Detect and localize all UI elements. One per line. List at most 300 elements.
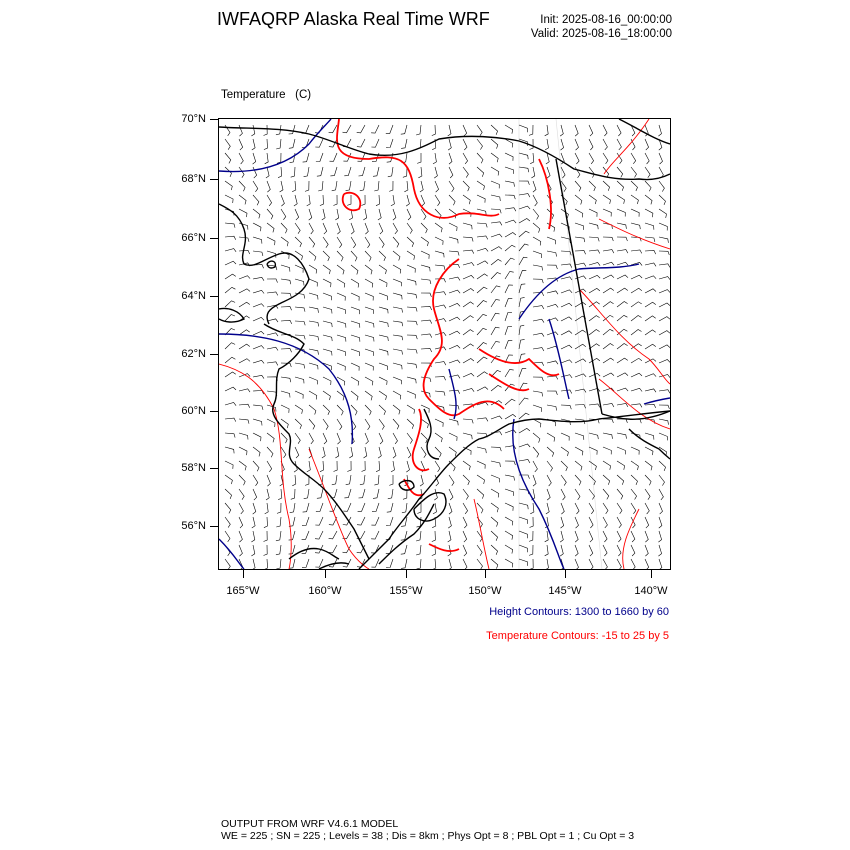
wind-barb (589, 139, 593, 150)
wind-barb (491, 167, 499, 176)
wind-barb (253, 346, 264, 349)
wind-barb (401, 545, 407, 554)
wind-barb (323, 391, 330, 400)
wind-barb (225, 315, 235, 322)
wind-barb (239, 167, 244, 178)
wind-barb (364, 447, 367, 458)
wind-barb (477, 287, 487, 293)
wind-barb (379, 321, 388, 327)
wind-barb (393, 433, 398, 444)
wind-barb (295, 363, 305, 368)
wind-barb (379, 363, 388, 370)
wind-barb (416, 125, 421, 135)
wind-barb (645, 374, 656, 377)
wind-barb (533, 279, 543, 283)
wind-barb (575, 545, 578, 556)
wind-barb (505, 271, 514, 279)
wind-barb (393, 265, 401, 273)
wind-barb (519, 460, 530, 464)
wind-barb (239, 489, 244, 500)
wind-barb (530, 503, 534, 514)
wind-barb (449, 223, 457, 231)
wind-barb (393, 321, 403, 326)
wind-barb (365, 363, 373, 371)
wind-barb (253, 251, 263, 256)
wind-barb (304, 167, 309, 177)
wind-barb (276, 531, 281, 541)
wind-barb (421, 419, 428, 428)
wind-barb (659, 264, 670, 268)
height-contours (219, 119, 670, 569)
wind-barb (547, 265, 557, 269)
wind-barb (575, 223, 584, 230)
wind-barb (491, 195, 500, 201)
wind-barb (645, 289, 656, 293)
wind-barb (645, 263, 656, 266)
wind-barb (351, 349, 360, 356)
wind-barb (505, 245, 515, 251)
wind-barb (347, 195, 351, 205)
wind-barb (533, 419, 541, 427)
wind-barb (360, 475, 365, 485)
wind-barb (320, 195, 324, 206)
wind-barb (491, 517, 498, 527)
wind-barb (519, 297, 525, 307)
wind-barb (477, 387, 488, 391)
wind-barb (239, 139, 243, 150)
wind-barb (309, 363, 318, 369)
wind-barb (617, 433, 627, 439)
wind-barb (659, 345, 670, 349)
wind-barb (365, 307, 374, 314)
wind-barb (281, 447, 286, 458)
wind-barb (575, 531, 578, 542)
wind-barb (603, 503, 608, 514)
wind-barb (322, 447, 325, 458)
wind-barb (433, 153, 436, 164)
wind-barb (449, 317, 460, 321)
wind-barb (374, 475, 379, 485)
wind-barb (617, 209, 625, 217)
wind-barb (420, 475, 423, 486)
wind-barb (477, 261, 488, 265)
wind-barb (365, 237, 370, 248)
lat-tick (210, 526, 218, 527)
wind-barb (519, 428, 530, 433)
wind-barb (449, 405, 459, 410)
wind-barb (379, 377, 387, 385)
wind-barb (631, 475, 638, 485)
wind-barb (645, 223, 654, 230)
wind-barb (659, 517, 662, 528)
wind-barb (463, 223, 472, 229)
wind-barb (617, 262, 628, 265)
wind-barb (337, 321, 346, 328)
wind-barb (388, 167, 393, 177)
page-title: IWFAQRP Alaska Real Time WRF (217, 9, 490, 29)
wind-barb (358, 153, 366, 161)
wind-barb (267, 347, 278, 350)
wind-barb (645, 181, 651, 191)
wind-barb (371, 125, 379, 133)
wind-barb (407, 377, 416, 383)
wind-barb (253, 304, 264, 307)
wind-barb (617, 545, 621, 556)
wind-barb (351, 307, 360, 314)
wind-barb (379, 251, 386, 261)
wind-barb (346, 181, 351, 191)
wind-barb (533, 348, 544, 351)
wind-barb (386, 517, 393, 526)
lat-label-60: 60°N (181, 405, 206, 417)
wind-barb (645, 559, 649, 569)
wind-barb (463, 559, 467, 569)
wind-barb (323, 321, 332, 327)
wind-barb (323, 405, 330, 415)
wind-barb (519, 181, 529, 185)
coastline (289, 548, 339, 559)
wind-barb (617, 223, 626, 229)
wind-barb (225, 195, 233, 203)
wind-barb (292, 181, 296, 192)
wind-barb (505, 220, 516, 223)
wind-barb (435, 195, 440, 206)
wind-barb (225, 403, 236, 406)
wind-barb (309, 279, 317, 287)
wind-barb (281, 320, 292, 324)
wind-barb (617, 358, 628, 363)
wind-barb (519, 244, 529, 251)
wind-barb (505, 153, 513, 161)
wind-barb (343, 545, 352, 553)
wind-barb (589, 404, 600, 408)
lon-tick (565, 570, 566, 578)
wind-barb (449, 277, 460, 280)
wind-barb (589, 358, 600, 363)
wind-barb (357, 517, 365, 525)
wind-barb (449, 419, 458, 425)
wind-barb (561, 517, 564, 528)
lon-label-165: 165°W (226, 585, 260, 597)
wind-barb (291, 489, 295, 499)
wind-barb (416, 531, 421, 541)
wind-barb (575, 263, 586, 266)
wind-barb (589, 167, 594, 178)
wind-barb (379, 419, 384, 430)
wind-barb (477, 475, 485, 484)
temperature-contour-legend: Temperature Contours: -15 to 25 by 5 (486, 630, 669, 642)
wind-barb (351, 391, 358, 400)
wind-barb (253, 489, 257, 500)
wind-barb (631, 489, 637, 500)
wind-barb (225, 387, 236, 391)
wind-barb (393, 419, 399, 429)
model-info-line2: WE = 225 ; SN = 225 ; Levels = 38 ; Dis = 8km ; Phys Opt = 8 ; PBL Opt = 1 ; Cu Opt = 3 (221, 830, 635, 842)
wind-barb (505, 399, 515, 405)
wind-barb (402, 503, 407, 513)
wind-barb (575, 139, 579, 150)
wind-barb (589, 153, 594, 164)
wind-barb (631, 250, 642, 254)
wind-barb (309, 321, 319, 326)
wind-barb (371, 531, 379, 539)
wind-barb (253, 237, 262, 244)
wind-barb (505, 125, 513, 134)
wind-barb (417, 153, 421, 163)
wind-barb (435, 362, 446, 366)
wind-barb (449, 331, 460, 335)
wind-barb (645, 447, 653, 455)
wind-barb (393, 349, 403, 355)
wind-barb (505, 312, 512, 321)
wind-barb (393, 237, 399, 247)
wind-barb (491, 313, 500, 321)
wind-barb (603, 153, 608, 164)
wind-barb (337, 237, 342, 248)
wind-barb (547, 391, 557, 395)
wind-barb (645, 545, 648, 556)
wind-barb (378, 447, 381, 458)
wind-barb (659, 223, 667, 231)
wind-barb (505, 195, 515, 199)
wind-barb (309, 391, 317, 400)
wind-barb (617, 475, 624, 485)
wind-barb (491, 286, 500, 293)
wind-barb (505, 299, 512, 307)
wind-barb (659, 503, 663, 514)
wind-barb (529, 531, 533, 541)
wind-barb (407, 447, 411, 458)
wind-barb (239, 433, 248, 440)
wind-barb (519, 206, 530, 209)
wind-barb (303, 153, 309, 162)
lat-tick (210, 238, 218, 239)
wind-barb (225, 517, 230, 528)
wind-barb (407, 265, 415, 273)
wind-barb (225, 372, 236, 377)
wind-barb (603, 139, 607, 150)
wind-barb (421, 447, 426, 458)
wind-barb (337, 363, 345, 371)
wind-barb (239, 359, 250, 363)
wind-barb (505, 559, 513, 567)
wind-barb (421, 223, 427, 233)
wind-barb (575, 167, 580, 178)
wind-barb (435, 461, 440, 472)
wind-barb (603, 195, 611, 204)
wind-barb (631, 404, 642, 408)
wind-barb (253, 405, 263, 410)
wind-barb (477, 125, 482, 136)
wind-barb (239, 302, 250, 307)
wind-barb (449, 433, 457, 441)
wind-barb (393, 391, 401, 399)
wind-barb (533, 447, 539, 457)
wind-barb (449, 290, 460, 293)
lat-tick (210, 179, 218, 180)
wind-barb (658, 531, 661, 542)
wind-barb (277, 153, 281, 163)
wind-barb (318, 181, 323, 191)
wind-barb (645, 475, 651, 485)
wind-barb (351, 265, 358, 275)
wind-barb (393, 447, 396, 458)
wind-barb (295, 433, 300, 444)
wind-barb (276, 545, 281, 555)
wind-barb (225, 249, 236, 252)
wind-barb (317, 167, 323, 176)
wind-barb (393, 251, 400, 261)
wind-barb (631, 209, 639, 217)
coastline (414, 493, 446, 521)
wind-barb (401, 125, 407, 134)
wind-barb (239, 195, 246, 204)
wind-barb (323, 237, 328, 248)
wind-barb (379, 405, 386, 415)
wind-barb (302, 517, 309, 526)
wind-barb (267, 237, 275, 245)
wind-barb (533, 377, 543, 381)
wind-barb (264, 139, 268, 150)
wind-barb (280, 181, 283, 192)
wind-barb (463, 489, 468, 500)
wind-barb (309, 237, 315, 247)
wind-barb (225, 181, 232, 190)
wind-barb (589, 288, 600, 293)
wind-barb (253, 419, 262, 426)
wind-barb (645, 316, 656, 321)
wind-barb (435, 433, 442, 442)
wind-barb (617, 275, 628, 279)
wind-barb (575, 209, 583, 217)
wind-barb (337, 419, 342, 430)
wind-barb (264, 517, 268, 528)
wind-barb (589, 275, 600, 279)
wind-barb (659, 331, 670, 335)
wind-barb (658, 545, 661, 556)
wind-barb (617, 531, 621, 542)
wind-barb (387, 503, 393, 512)
wind-barb (295, 447, 299, 458)
wind-barb (531, 167, 534, 178)
wind-barb (265, 153, 269, 164)
wind-barb (337, 433, 340, 444)
wind-barb (365, 293, 373, 301)
wind-barb (533, 223, 540, 233)
wind-barb (281, 237, 288, 246)
wind-barb (239, 344, 250, 349)
wind-barb (239, 461, 246, 470)
wind-barb (603, 125, 607, 136)
wind-barb (253, 195, 259, 205)
wind-barb (463, 461, 470, 470)
wind-barb (519, 231, 529, 237)
wind-barb (351, 251, 357, 261)
wind-barb (505, 233, 516, 238)
wind-barb (463, 153, 468, 164)
wind-barb (477, 328, 487, 335)
wind-barb (407, 251, 415, 260)
wind-barb (365, 405, 371, 415)
wind-barb (393, 405, 400, 414)
wind-barb (323, 433, 327, 444)
wind-barb (253, 375, 264, 378)
wind-barb (379, 293, 388, 300)
wind-barb (603, 250, 614, 254)
wind-barb (659, 153, 663, 164)
wind-barb (589, 489, 595, 500)
temperature-contour (309, 449, 369, 569)
wind-barb (505, 341, 512, 349)
wind-barb (330, 153, 338, 161)
wind-barb (631, 373, 642, 377)
wind-barb (561, 317, 572, 321)
wind-barb (463, 139, 467, 150)
wind-barb (225, 475, 232, 484)
wind-barb (546, 503, 549, 514)
wind-barb (575, 344, 586, 349)
wind-barb (281, 377, 291, 382)
time-info (531, 13, 672, 41)
wind-barb (589, 475, 595, 485)
wind-barb (617, 237, 627, 241)
wind-barb (491, 181, 499, 188)
wind-barb (561, 237, 570, 243)
wind-barb (337, 349, 346, 356)
lon-label-160: 160°W (308, 585, 342, 597)
wind-barb (329, 531, 337, 539)
wind-barb (547, 433, 555, 442)
wind-barb (378, 209, 381, 220)
lon-label-140: 140°W (634, 585, 668, 597)
wind-barb (477, 357, 487, 363)
wind-barb (225, 531, 230, 542)
wind-barb (589, 517, 593, 528)
wind-barb (645, 503, 649, 514)
wind-barb (533, 433, 540, 443)
wind-barb (421, 377, 431, 382)
wind-barb (603, 302, 614, 307)
wind-barb (463, 275, 474, 279)
wind-barb (315, 559, 323, 567)
wind-barb (267, 391, 277, 396)
wind-barb (659, 360, 670, 364)
wind-barb (545, 125, 549, 136)
wind-barb (449, 153, 452, 164)
wind-barb (631, 461, 638, 470)
wind-barb (371, 139, 379, 147)
wind-barb (491, 461, 500, 467)
wind-barb (332, 181, 337, 191)
wind-barb (295, 237, 302, 247)
wind-barb (463, 419, 473, 423)
wind-barb (645, 153, 649, 164)
wind-barb (589, 531, 593, 542)
wind-barb (561, 264, 572, 268)
wind-barb (477, 503, 483, 513)
wind-barb (418, 167, 422, 178)
wind-barb (477, 301, 487, 308)
wind-barb (365, 349, 374, 356)
wind-barb (239, 209, 247, 217)
wind-barb (239, 531, 242, 542)
wind-barb (253, 331, 264, 335)
wind-barb (239, 289, 250, 293)
wind-barb (337, 335, 346, 342)
temperature-contour (539, 159, 551, 229)
wind-barb (386, 559, 393, 568)
wind-barb (659, 209, 667, 218)
